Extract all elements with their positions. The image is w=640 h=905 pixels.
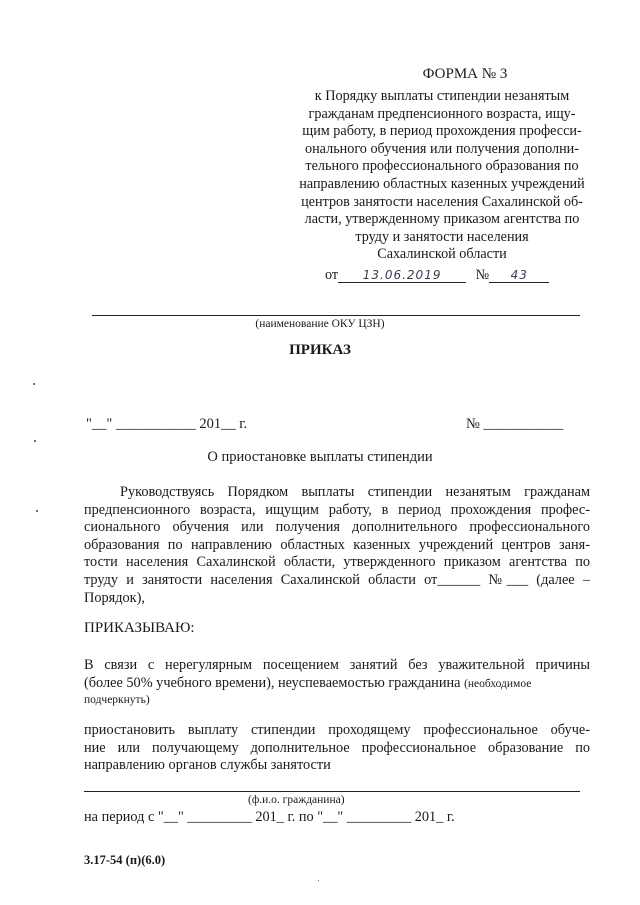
reason-line-text: (более 50% учебного времени), неуспеваемостью гражданина [84, 674, 461, 691]
approval-date-value: 13.06.2019 [362, 268, 442, 282]
order-subject: О приостановке выплаты стипендии [207, 449, 433, 465]
header-line: щим работу, в период прохождения професси- [302, 123, 582, 140]
form-title: ФОРМА № 3 [422, 66, 508, 82]
approval-date-field [338, 268, 466, 283]
order-number-line: № ___________ [466, 416, 564, 432]
preamble-line: предпенсионного возраста, ищущим работу, в период прохождения профес- [84, 501, 590, 518]
preamble-line: тости населения Сахалинской области, утвержденного приказом агентства по [84, 554, 590, 571]
approval-number-field [489, 268, 549, 283]
suspend-line: приостановить выплату стипендии проходящему профессиональное обуче- [84, 722, 590, 738]
order-title: ПРИКАЗ [289, 342, 351, 358]
reason-note-continued: подчеркнуть) [84, 694, 150, 707]
approval-date-line [325, 267, 549, 284]
header-line: направлению областных казенных учреждений [299, 175, 585, 192]
orders-heading: ПРИКАЗЫВАЮ: [84, 620, 195, 636]
preamble-paragraph [84, 484, 590, 607]
header-line: центров занятости населения Сахалинской об- [301, 193, 583, 210]
scan-speck [318, 880, 319, 881]
reason-note: (необходимое [464, 677, 532, 690]
reason-paragraph [84, 657, 590, 707]
form-header-block [286, 88, 598, 264]
header-line: Сахалинской области [377, 246, 507, 263]
number-label: № [475, 267, 490, 283]
suspend-line: ние или получающему дополнительное профессиональное образование по [84, 739, 590, 756]
preamble-line: образования по направлению областных казенных учреждений центров заня- [84, 536, 590, 553]
suspend-paragraph [84, 722, 590, 775]
preamble-line: сионального обучения или получения дополнительного профессионального [84, 519, 590, 536]
citizen-name-caption: (ф.и.о. гражданина) [248, 794, 345, 806]
order-date-line: "__" ___________ 201__ г. [86, 416, 248, 432]
scan-speck [36, 510, 38, 512]
approval-number-value: 43 [510, 268, 528, 282]
preamble-line: Порядок), [84, 589, 145, 606]
scan-speck [33, 383, 35, 385]
from-label: от [325, 267, 339, 283]
suspend-line: направлению органов службы занятости [84, 757, 331, 774]
preamble-line: труду и занятости населения Сахалинской области от______ №___ (далее – [84, 571, 590, 588]
header-line: гражданам предпенсионного возраста, ищу- [308, 105, 576, 122]
form-code: 3.17-54 (п)(6.0) [84, 853, 166, 867]
header-line: к Порядку выплаты стипендии незанятым [314, 88, 570, 104]
citizen-name-line [84, 791, 580, 792]
reason-line: В связи с нерегулярным посещением занятий без уважительной причины [84, 657, 590, 673]
header-line: онального обучения или получения дополни- [305, 140, 579, 157]
header-line: тельного профессионального образования по [305, 158, 579, 175]
period-line: на период с "__" _________ 201_ г. по "__" _________ 201_ г. [84, 809, 455, 825]
org-name-caption: (наименование ОКУ ЦЗН) [255, 318, 385, 330]
scan-speck [34, 440, 36, 442]
header-line: труду и занятости населения [355, 228, 529, 245]
org-name-line [92, 315, 580, 316]
preamble-line: Руководствуясь Порядком выплаты стипендии незанятым гражданам [120, 484, 590, 500]
reason-line [84, 675, 590, 694]
header-line: ласти, утвержденному приказом агентства по [304, 211, 580, 228]
